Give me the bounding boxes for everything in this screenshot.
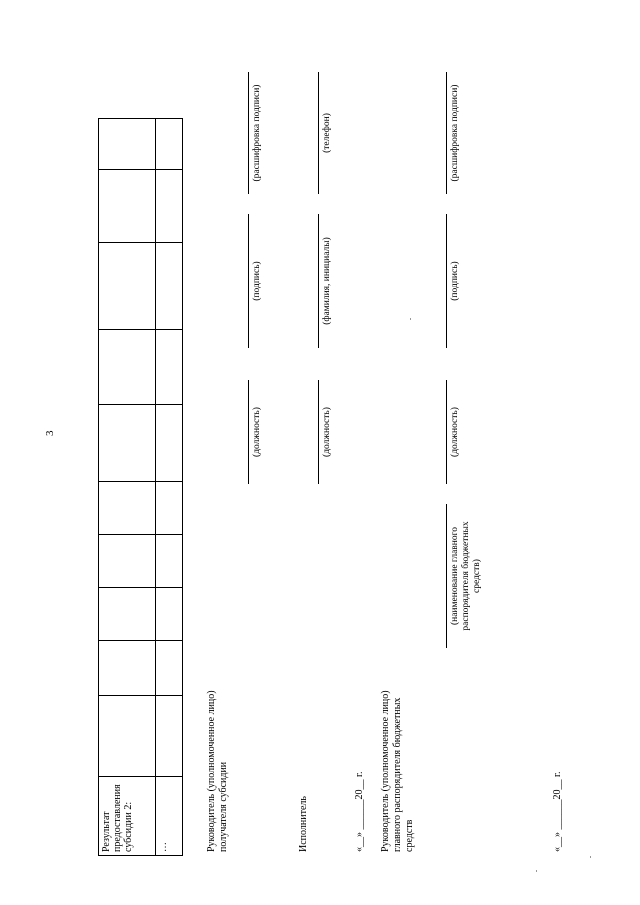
executor-position-caption: (должность) [322, 407, 332, 457]
manager-position-caption: (должность) [450, 407, 460, 457]
scan-speck [536, 870, 537, 872]
manager-decoding-caption: (расшифровка подписи) [450, 84, 460, 182]
executor-phone-caption: (телефон) [322, 113, 332, 153]
table-row [156, 119, 183, 856]
executor-name-caption: (фамилия, инициалы) [322, 237, 332, 325]
table-cell [99, 243, 156, 330]
date-line-2: «__» ______20__ г. [552, 771, 563, 852]
table-cell [99, 482, 156, 535]
recipient-decoding-caption: (расшифровка подписи) [252, 84, 262, 182]
executor-position-line [318, 380, 319, 484]
table-row [99, 119, 156, 856]
signature-line [248, 214, 249, 348]
date-line-1: «__» ______20__ г. [354, 771, 365, 852]
page-number: 3 [44, 430, 56, 436]
table-cell [99, 588, 156, 641]
scan-speck [410, 318, 411, 320]
recipient-head-label: Руководитель (уполномоченное лицо) получателя субсидии [206, 690, 229, 852]
table-cell [156, 482, 183, 535]
recipient-signature-caption: (подпись) [252, 261, 262, 301]
main-manager-head-label: Руководитель (уполномоченное лицо) главного распорядителя бюджетных средств [380, 690, 415, 852]
table-cell [99, 535, 156, 588]
table-cell [156, 330, 183, 405]
manager-name-line [446, 504, 447, 648]
rotated-form [70, 20, 600, 880]
recipient-position-caption: (должность) [252, 407, 262, 457]
table-cell [156, 588, 183, 641]
executor-phone-line [318, 72, 319, 194]
table-cell [156, 243, 183, 330]
table-cell [99, 330, 156, 405]
results-table [98, 118, 183, 856]
scan-speck [590, 856, 591, 858]
table-cell [99, 405, 156, 482]
table-cell [99, 170, 156, 243]
table-cell [156, 696, 183, 777]
table-cell [99, 696, 156, 777]
executor-name-line [318, 214, 319, 348]
manager-signature-line [446, 214, 447, 348]
position-line [248, 380, 249, 484]
manager-position-line [446, 380, 447, 484]
table-cell [156, 405, 183, 482]
decoding-line [248, 72, 249, 194]
manager-decoding-line [446, 72, 447, 194]
table-cell [99, 641, 156, 696]
table-cell [99, 119, 156, 170]
manager-signature-caption: (подпись) [450, 261, 460, 301]
table-cell [156, 535, 183, 588]
table-cell-result-label: Результат предоставления субсидии 2: [99, 777, 156, 856]
executor-label: Исполнитель [298, 796, 309, 852]
manager-name-caption: (наименование главного распорядителя бюджетных средств) [450, 521, 482, 631]
table-cell-ellipsis: … [156, 777, 183, 856]
table-cell [156, 641, 183, 696]
table-cell [156, 170, 183, 243]
table-cell [156, 119, 183, 170]
